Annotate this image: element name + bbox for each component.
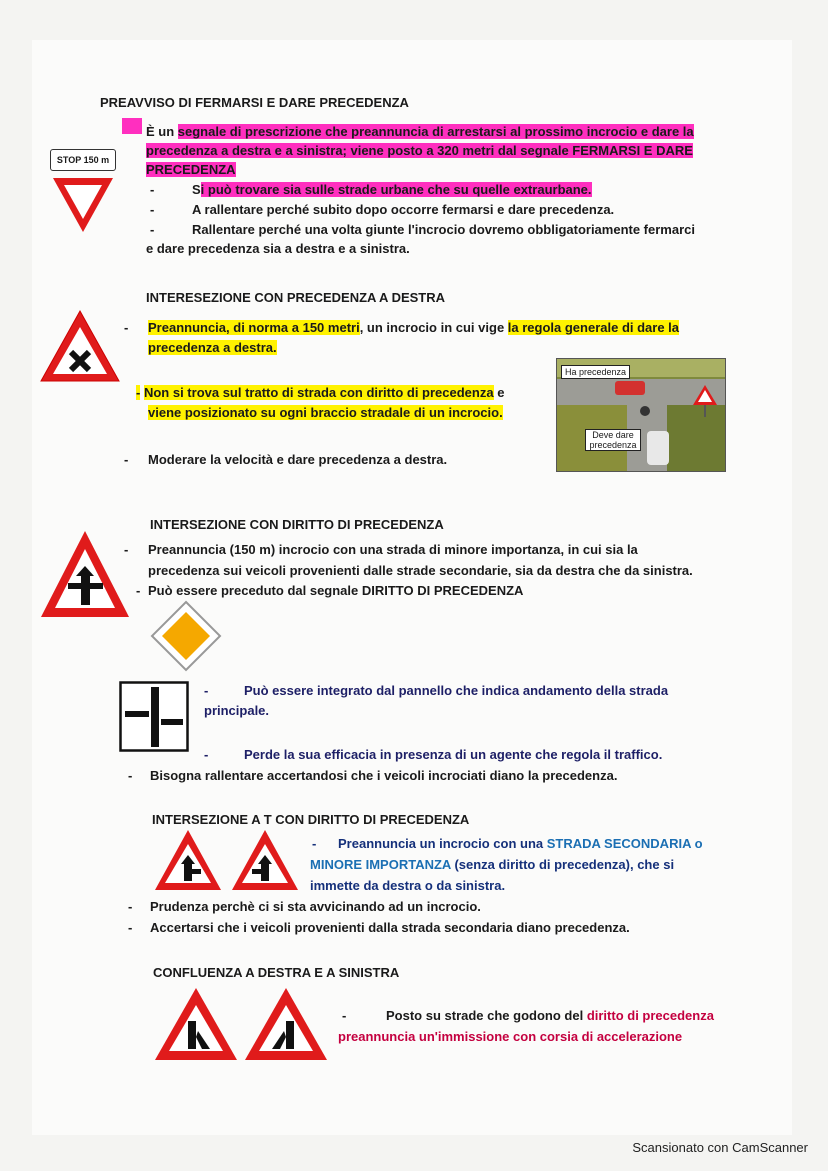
section1-l2: precedenza a destra e a sinistra; viene posto a 320 metri dal segnale FERMARSI E DARE bbox=[146, 143, 693, 158]
section1-bullet3-cont: e dare precedenza sia a destra e a sinistra. bbox=[146, 241, 410, 256]
intersection-right-priority-sign-icon bbox=[38, 308, 122, 384]
section4-l1a: Preannuncia un incrocio con una bbox=[338, 836, 547, 851]
section4-l2a: MINORE IMPORTANZA bbox=[310, 857, 451, 872]
section3-line1: Preannuncia (150 m) incrocio con una strada di minore importanza, in cui sia la bbox=[148, 542, 638, 557]
section4-line5: Accertarsi che i veicoli provenienti dalla strada secondaria diano precedenza. bbox=[150, 920, 630, 935]
bullet: - bbox=[150, 182, 155, 197]
photo-label-must-yield: Deve dare precedenza bbox=[585, 429, 641, 451]
section2-line5: Moderare la velocità e dare precedenza a destra. bbox=[148, 452, 448, 467]
bullet: - bbox=[124, 542, 129, 557]
merge-left-sign-icon bbox=[242, 985, 330, 1063]
priority-road-sign-icon bbox=[150, 600, 222, 672]
section5-title: CONFLUENZA A DESTRA E A SINISTRA bbox=[153, 965, 400, 980]
section2-l2: precedenza a destra. bbox=[148, 340, 277, 355]
section5-line2: preannuncia un'immissione con corsia di accelerazione bbox=[338, 1029, 683, 1044]
bullet: - bbox=[150, 222, 155, 237]
yield-sign-icon bbox=[50, 175, 116, 235]
section4-l2b: (senza diritto di precedenza), che si bbox=[450, 857, 675, 872]
section2-l4: viene posizionato su ogni braccio stradale di un incrocio. bbox=[148, 405, 503, 420]
section1-l1b: segnale di prescrizione che preannuncia di arrestarsi al prossimo incrocio e dare la bbox=[177, 124, 694, 139]
section1-line3 bbox=[146, 160, 236, 179]
road-course-panel-icon bbox=[119, 681, 189, 752]
section1-b1a: S bbox=[192, 182, 201, 197]
section4-l3a: immette da destra o da sinistra bbox=[310, 878, 502, 893]
section1-line2 bbox=[146, 141, 693, 160]
section4-line1 bbox=[338, 834, 703, 853]
merge-right-sign-icon bbox=[152, 985, 240, 1063]
bullet: - bbox=[136, 385, 141, 400]
highlight-marker bbox=[122, 118, 142, 134]
section2-l3a: Non si trova sul tratto di strada con diritto di precedenza bbox=[143, 385, 494, 400]
section5-line1 bbox=[386, 1006, 714, 1025]
bullet: - bbox=[342, 1008, 347, 1023]
intersection-with-priority-sign-icon bbox=[38, 528, 132, 620]
bullet: - bbox=[128, 920, 133, 935]
section2-l1b: , un incrocio in cui vige bbox=[359, 320, 508, 335]
bullet: - bbox=[150, 202, 155, 217]
section1-b1b: i può trovare sia sulle strade urbane che su quelle extraurbane. bbox=[200, 182, 592, 197]
section4-l1b: STRADA SECONDARIA o bbox=[546, 836, 703, 851]
section1-l3: PRECEDENZA bbox=[146, 162, 236, 177]
bullet: - bbox=[312, 836, 317, 851]
section1-line1 bbox=[146, 122, 694, 141]
bullet: - bbox=[204, 683, 209, 698]
section1-l1a: È un bbox=[146, 124, 178, 139]
section2-l1c: la regola generale di dare la bbox=[507, 320, 680, 335]
section2-line4 bbox=[148, 403, 503, 422]
section3-line4-cont: principale. bbox=[204, 703, 270, 718]
section2-line2 bbox=[148, 338, 277, 357]
section4-l3b: . bbox=[501, 878, 506, 893]
section2-l3b: e bbox=[493, 385, 505, 400]
t-intersection-right-sign-icon bbox=[152, 827, 224, 893]
section3-title: INTERSEZIONE CON DIRITTO DI PRECEDENZA bbox=[150, 517, 444, 532]
section1-bullet1 bbox=[192, 180, 592, 199]
scanner-footer: Scansionato con CamScanner bbox=[632, 1140, 808, 1155]
section5-l1a: Posto su strade che godono del bbox=[386, 1008, 587, 1023]
bullet: - bbox=[128, 899, 133, 914]
bullet: - bbox=[136, 583, 141, 598]
section4-line2 bbox=[310, 855, 674, 874]
section1-bullet3: Rallentare perché una volta giunte l'incrocio dovremo obbligatoriamente fermarci bbox=[192, 222, 695, 237]
stop-150-plate: STOP 150 m bbox=[50, 149, 116, 171]
section3-line4: Può essere integrato dal pannello che indica andamento della strada bbox=[244, 683, 669, 698]
t-intersection-left-sign-icon bbox=[229, 827, 301, 893]
bullet: - bbox=[204, 747, 209, 762]
section2-line3 bbox=[136, 383, 504, 402]
section4-line4: Prudenza perchè ci si sta avvicinando ad un incrocio. bbox=[150, 899, 481, 914]
section3-line3: Può essere preceduto dal segnale DIRITTO DI PRECEDENZA bbox=[148, 583, 524, 598]
section5-l1b: diritto di precedenza bbox=[586, 1008, 714, 1023]
section2-line1 bbox=[148, 318, 679, 337]
section3-line5: Perde la sua efficacia in presenza di un agente che regola il traffico. bbox=[244, 747, 663, 762]
section2-title: INTERESEZIONE CON PRECEDENZA A DESTRA bbox=[146, 290, 446, 305]
section1-title: PREAVVISO DI FERMARSI E DARE PRECEDENZA bbox=[100, 95, 409, 110]
bullet: - bbox=[124, 320, 129, 335]
section1-bullet2: A rallentare perché subito dopo occorre fermarsi e dare precedenza. bbox=[192, 202, 615, 217]
section3-line2: precedenza sui veicoli provenienti dalle strade secondarie, sia da destra che da sinistra. bbox=[148, 563, 693, 578]
section4-line3 bbox=[310, 876, 505, 895]
intersection-photo bbox=[556, 358, 726, 472]
section2-l1a: Preannuncia, di norma a 150 metri bbox=[148, 320, 360, 335]
bullet: - bbox=[124, 452, 129, 467]
section4-title: INTERSEZIONE A T CON DIRITTO DI PRECEDENZA bbox=[152, 812, 470, 827]
section3-line6: Bisogna rallentare accertandosi che i veicoli incrociati diano la precedenza. bbox=[150, 768, 618, 783]
bullet: - bbox=[128, 768, 133, 783]
photo-label-has-priority: Ha precedenza bbox=[561, 365, 630, 379]
